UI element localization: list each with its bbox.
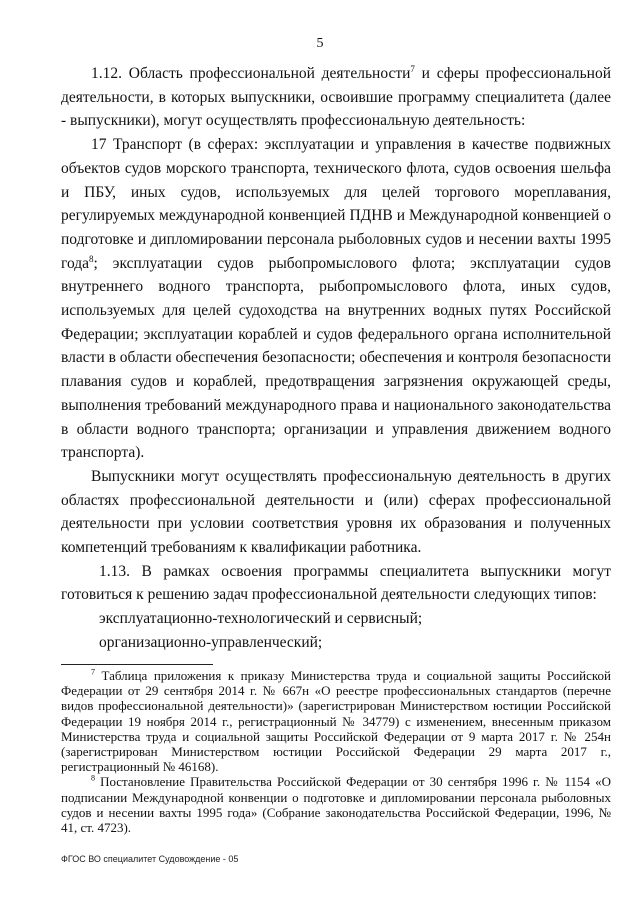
main-text [61,62,611,655]
paragraph-1-12 [61,62,611,133]
footnotes [61,668,611,835]
footnote-ref: 7 [410,63,415,74]
paragraph-graduates [61,465,611,560]
paragraph-text: 1.13. В рамках освоения программы специалитета выпускники могут готовиться к решению задач профессиональной деятельности следующих типов: [61,562,611,604]
paragraph-text-tail: и сферы профессиональной деятельности, в которых выпускники, освоившие программу специалитета (далее - выпускники), могут осуществлять профессиональную деятельность: [61,65,611,130]
footnote-8 [61,774,611,835]
paragraph-text: 17 Транспорт (в сферах: эксплуатации и управления в качестве подвижных объектов судов морского транспорта, технического флота, судов освоения шельфа и ПБУ, иных судов, используемых для целей торгового мореплавания, регулируемых международной конвенцией ПДНВ и Международной конвенцией о подготовке и дипломировании персонала рыболовных судов и несении вахты 1995 года [61,136,611,272]
footnote-text: Таблица приложения к приказу Министерства труда и социальной защиты Российской Федерации от 29 сентября 2014 г. № 667н «О реестре профессиональных стандартов (перечне видов профессиональной деятельности)» (зарегистрирован Министерством юстиции Российской Федерации 19 ноября 2014 г., регистрационный № 34779) с изменением, внесенным приказом Министерства труда и социальной защиты Российской Федерации от 9 марта 2017 г. № 254н (зарегистрирован Министерством юстиции Российской Федерации 29 марта 2017 г., регистрационный № 46168). [61,668,611,775]
footnote-divider [61,664,213,665]
paragraph-text: 1.12. Область профессиональной деятельности [91,65,411,82]
footnote-text: Постановление Правительства Российской Федерации от 30 сентября 1996 г. № 1154 «О подписании Международной конвенции о подготовке и дипломировании персонала рыболовных судов и несении вахты 1995 года» (Собрание законодательства Российской Федерации, 1996, № 41, ст. 4723). [61,774,611,836]
paragraph-transport [61,133,611,465]
paragraph-text-tail: ; эксплуатации судов рыбопромыслового флота; эксплуатации судов внутреннего водного транспорта, рыбопромыслового флота, иных судов, используемых для целей судоходства на внутренних водных путях Российской Федерации; эксплуатации кораблей и судов федерального органа исполнительной власти в области обеспечения безопасности; обеспечения и контроля безопасности плавания судов и кораблей, предотвращения загрязнения окружающей среды, выполнения требований международного права и национального законодательства в области водного транспорта; организации и управления движением водного транспорта). [61,254,611,462]
footnote-mark: 8 [91,774,95,784]
paragraph-text: организационно-управленческий; [99,633,323,651]
footnote-mark: 7 [91,667,95,677]
page-number: 5 [316,36,324,51]
footnote-ref: 8 [89,253,94,264]
list-item-task-type [61,607,611,631]
paragraph-text: Выпускники могут осуществлять профессиональную деятельность в других областях профессиональной деятельности и (или) сферах профессиональной деятельности при условии соответствия уровня их образования и полученных компетенций требованиям к квалификации работника. [61,467,611,557]
paragraph-text: эксплуатационно-технологический и сервисный; [99,610,423,628]
paragraph-1-13 [61,560,611,607]
list-item-task-type [61,631,611,655]
footnote-7 [61,668,611,774]
footer-stamp: ФГОС ВО специалитет Судовождение - 05 [61,854,239,864]
